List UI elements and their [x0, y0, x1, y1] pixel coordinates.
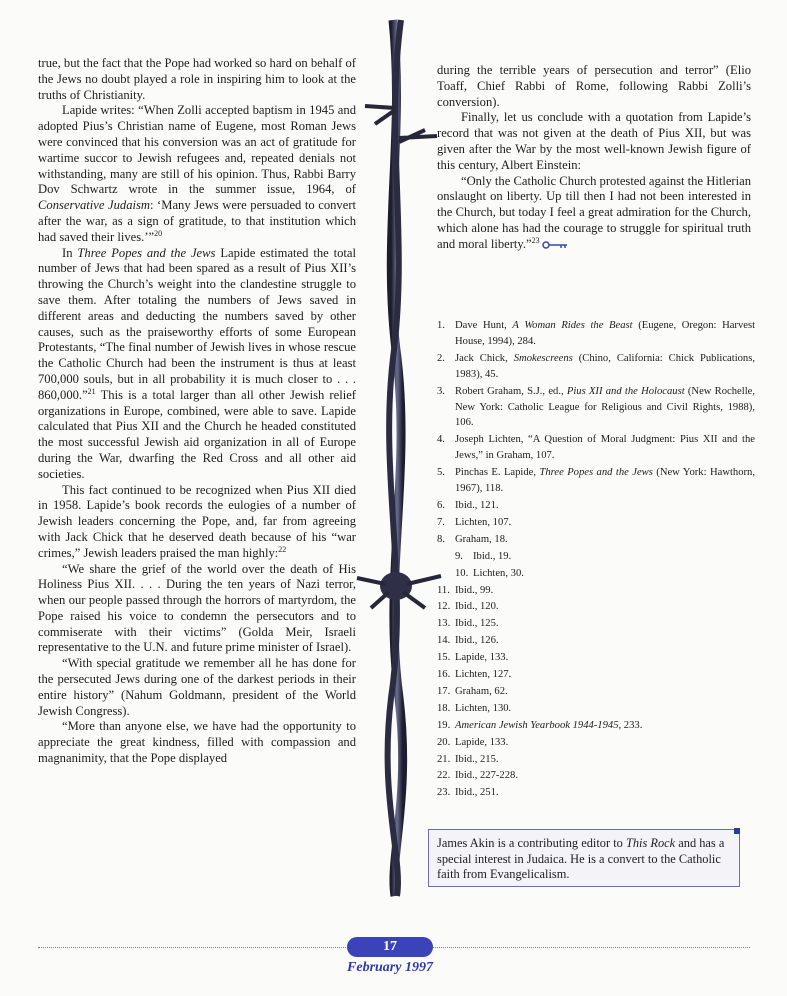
- endnote-text-run: Ibid., 215.: [455, 753, 499, 765]
- endnote-number: 4.: [437, 434, 445, 446]
- endnote-item: [437, 498, 755, 514]
- endnote-text: [455, 785, 755, 801]
- endnote-text-run: Lichten, 130.: [455, 702, 512, 714]
- endnote-item: [437, 768, 755, 784]
- endnote-text: [455, 701, 755, 717]
- endnote-text-run: (Eugene, Oregon: Harvest House, 1994), 284.: [455, 320, 756, 347]
- barbed-wire-illustration: [355, 18, 445, 898]
- text-run: This is a total larger than all other Jewish relief organizations in Europe, combined, were able to save. Lapide calculated that Pius XII and the Church he headed constituted the most successful Jewish aid organization in all of Europe during the War, dwarfing the Red Cross and all other aid societies.: [38, 387, 356, 481]
- endnote-number: 3.: [437, 385, 445, 397]
- endnote-text-run: Pinchas E. Lapide,: [455, 467, 540, 479]
- endnote-text: [455, 465, 755, 497]
- italic-title: Three Popes and the Jews: [77, 245, 216, 260]
- endnote-text-run: Graham, 62.: [455, 685, 508, 697]
- endnote-text: [455, 351, 755, 383]
- endnote-text-run: Lapide, 133.: [455, 652, 509, 664]
- bio-text: and has a special interest in Judaica. He is a convert to the Catholic faith from Evangelicalism.: [437, 836, 725, 882]
- endnote-text: [455, 616, 755, 632]
- left-column: [38, 56, 356, 767]
- text-run: “Only the Catholic Church protested against the Hitlerian onslaught on liberty. Up till then I had not been interested in the Church, but today I feel a great admiration for the Church, which alone has had the courage to struggle for spiritual truth and moral liberty.”: [437, 173, 751, 251]
- endnote-number: 13.: [437, 618, 451, 630]
- endnote-text: [473, 549, 755, 565]
- endnotes-list: [437, 318, 755, 802]
- endnote-text: [473, 566, 755, 582]
- endnote-item: [437, 465, 755, 497]
- endnote-item: [437, 583, 755, 599]
- endnote-italic-title: Pius XII and the Holocaust: [566, 385, 685, 397]
- endnote-text: [455, 583, 755, 599]
- endnote-number: 20.: [437, 736, 451, 748]
- endnote-italic-title: Three Popes and the Jews: [539, 467, 653, 479]
- text-run: In: [62, 245, 78, 260]
- bio-text: James Akin is a contributing editor to: [437, 836, 626, 850]
- endnote-text: [455, 384, 755, 432]
- endnote-item: [437, 667, 755, 683]
- footnote-ref: 22: [278, 544, 287, 554]
- endnote-number: 6.: [437, 499, 445, 511]
- endnote-number: 5.: [437, 467, 445, 479]
- endnote-text-run: Robert Graham, S.J., ed.,: [455, 385, 567, 397]
- endnote-item: [437, 318, 755, 350]
- endnote-number: 1.: [437, 320, 445, 331]
- left-paragraph-3: [38, 246, 356, 483]
- page-number-badge: 17: [347, 937, 433, 957]
- endnote-text-run: Ibid., 99.: [455, 584, 494, 596]
- endnote-text-run: (Chino, California: Chick Publications, 1983), 45.: [455, 352, 755, 380]
- endnote-text-run: , 233.: [618, 719, 643, 731]
- endnote-text-run: Ibid., 227-228.: [455, 770, 518, 782]
- endnote-number: 7.: [437, 516, 445, 528]
- footnote-ref: 23: [531, 235, 540, 245]
- endnote-item: [437, 785, 755, 801]
- endnote-text: [455, 752, 755, 768]
- endnote-item: [437, 432, 755, 464]
- right-column: [437, 63, 751, 253]
- endnote-italic-title: A Woman Rides the Beast: [512, 320, 633, 331]
- einstein-quote: [437, 174, 751, 253]
- text-run: Lapide estimated the total number of Jews that had been spared as a result of Pius XII’s throwing the Church’s weight into the clandestine struggle to save them. After totaling the numbers of Jews saved in different areas and deducting the numbers saved by other causes, such as the praiseworthy efforts of some European Protestants, “The final number of Jewish lives in whose rescue the Catholic Church had been the instrument is thus at least 700,000 souls, but in all probability it is much closer to . . . 860,000.”: [38, 245, 356, 402]
- endnote-number: 16.: [437, 669, 451, 681]
- endnote-item: [437, 701, 755, 717]
- endnote-text: [455, 633, 755, 649]
- endnote-item: [437, 599, 755, 615]
- endnote-text-run: Joseph Lichten, “A Question of Moral Judgment: Pius XII and the Jews,” in Graham, 107.: [455, 434, 755, 462]
- left-quote-goldmann: “With special gratitude we remember all he has done for the persecuted Jews during one of the darkest periods in their entire history” (Nahum Goldmann, president of the World Jewish Congress).: [38, 656, 356, 718]
- endnote-text-run: Lichten, 107.: [455, 516, 512, 528]
- endnote-item: [437, 549, 755, 565]
- endnote-number: 8.: [437, 533, 445, 545]
- left-paragraph-4: [38, 483, 356, 562]
- endnote-text-run: Lichten, 127.: [455, 669, 512, 681]
- endnote-item: [437, 684, 755, 700]
- author-bio-box: [428, 829, 740, 887]
- bio-corner-mark: [734, 828, 740, 834]
- endnote-item: [437, 515, 755, 531]
- endnote-text: [455, 667, 755, 683]
- endnote-text: [455, 318, 755, 350]
- left-paragraph-1: true, but the fact that the Pope had worked so hard on behalf of the Jews no doubt played a role in inspiring him to look at the truths of Christianity.: [38, 56, 356, 102]
- endnote-number: 9.: [455, 550, 463, 562]
- italic-title: Conservative Judaism: [38, 198, 150, 213]
- endnote-italic-title: Smokescreens: [513, 352, 573, 364]
- right-paragraph-1: during the terrible years of persecution and terror” (Elio Toaff, Chief Rabbi of Rome, following Rabbi Zolli’s conversion).: [437, 63, 751, 109]
- endnote-text: [455, 498, 755, 514]
- endnote-text-run: Lapide, 133.: [455, 736, 509, 748]
- endnote-text-run: (New Rochelle, New York: Catholic League for Religious and Civil Rights, 1988), 106.: [455, 385, 755, 429]
- endnote-item: [437, 532, 755, 548]
- left-paragraph-2: [38, 103, 356, 245]
- endnote-text: [455, 599, 755, 615]
- endnote-number: 11.: [437, 584, 450, 596]
- endnote-text-run: Ibid., 126.: [455, 635, 499, 647]
- right-paragraph-2: Finally, let us conclude with a quotation from Lapide’s record that was not given at the death of Pius XII, but was given after the War by the most well-known Jewish figure of this century, Albert Einstein:: [437, 110, 751, 172]
- endnote-number: 22.: [437, 770, 451, 782]
- endnote-text: [455, 432, 755, 464]
- endnote-item: [437, 650, 755, 666]
- text-run: : ‘Many Jews were persuaded to convert after the war, as a sign of gratitude, to that institution which had saved their lives.’”: [38, 198, 357, 244]
- endnote-text: [455, 768, 755, 784]
- left-quote-meir: “We share the grief of the world over the death of His Holiness Pius XII. . . . During the ten years of Nazi terror, when our people passed through the horrors of martyrdom, the Pope raised his voice to condemn the persecutors and to commiserate with their victims” (Golda Meir, Israeli representative to the U.N. and future prime minister of Israel).: [38, 561, 356, 655]
- endnote-text: [455, 735, 755, 751]
- endnote-text-run: Ibid., 19.: [473, 550, 512, 562]
- issue-date: February 1997: [347, 960, 433, 975]
- endnote-number: 15.: [437, 652, 451, 664]
- endnote-text-run: (New York: Hawthorn, 1967), 118.: [455, 467, 755, 495]
- endnote-number: 12.: [437, 601, 451, 613]
- endnote-number: 10.: [455, 567, 469, 579]
- endnote-item: [437, 718, 755, 734]
- endnote-number: 23.: [437, 787, 451, 799]
- endnote-text-run: Lichten, 30.: [473, 567, 524, 579]
- endnote-number: 14.: [437, 635, 451, 647]
- text-run: This fact continued to be recognized when Pius XII died in 1958. Lapide’s book records the eulogies of a number of Jewish leaders concerning the Pope, and, far from agreeing with Jack Chick that he deserved death because of his “war crimes,” Jewish leaders praised the man highly:: [38, 482, 356, 560]
- key-end-mark-icon: [542, 241, 568, 249]
- endnote-text: [455, 532, 755, 548]
- endnote-item: [437, 616, 755, 632]
- endnote-number: 19.: [437, 719, 451, 731]
- endnote-item: [437, 633, 755, 649]
- endnote-text: [455, 515, 755, 531]
- footnote-ref: 21: [87, 386, 96, 396]
- endnote-item: [437, 752, 755, 768]
- endnote-item: [437, 351, 755, 383]
- endnote-text-run: Ibid., 125.: [455, 618, 499, 630]
- endnote-text: [455, 650, 755, 666]
- endnote-number: 2.: [437, 352, 445, 364]
- endnote-item: [437, 566, 755, 582]
- endnote-text-run: Ibid., 121.: [455, 499, 499, 511]
- endnote-text-run: Ibid., 251.: [455, 787, 499, 799]
- endnote-text-run: Ibid., 120.: [455, 601, 499, 613]
- endnote-number: 18.: [437, 702, 451, 714]
- endnote-number: 21.: [437, 753, 451, 765]
- endnote-item: [437, 384, 755, 432]
- endnote-text-run: Jack Chick,: [455, 352, 514, 364]
- endnote-text-run: Dave Hunt,: [455, 320, 513, 331]
- endnote-text: [455, 718, 755, 734]
- bio-magazine-title: This Rock: [625, 836, 676, 850]
- left-quote-toaff-start: “More than anyone else, we have had the opportunity to appreciate the great kindness, filled with compassion and magnanimity, that the Pope displayed: [38, 719, 356, 766]
- endnote-text: [455, 684, 755, 700]
- text-run: Lapide writes: “When Zolli accepted baptism in 1945 and adopted Pius’s Christian name of Eugene, most Roman Jews were convinced that his conversion was an act of gratitude for wartime succor to Jewish refugees and, repeated denials not withstanding, many are still of his opinion. Thus, Rabbi Barry Dov Schwartz wrote in the summer issue, 1964, of: [38, 103, 356, 197]
- endnote-italic-title: American Jewish Yearbook 1944-1945: [455, 719, 619, 731]
- footnote-ref: 20: [154, 228, 163, 238]
- endnote-item: [437, 735, 755, 751]
- endnote-text-run: Graham, 18.: [455, 533, 508, 545]
- endnote-number: 17.: [437, 685, 451, 697]
